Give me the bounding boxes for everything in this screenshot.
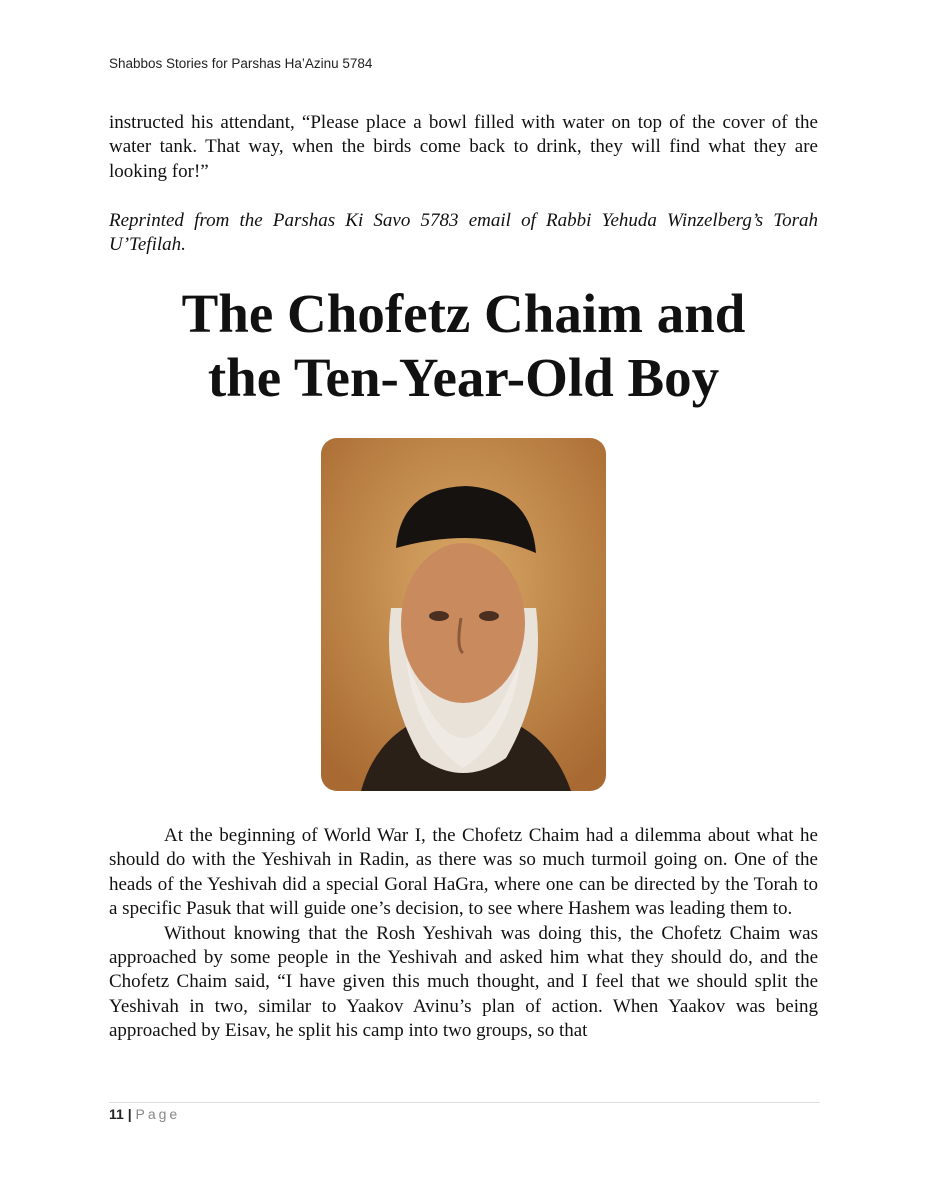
- story-paragraph: Without knowing that the Rosh Yeshivah was doing this, the Chofetz Chaim was approached by some people in the Yeshivah and asked him what they should do, and the Chofetz Chaim said, “I have given this much thought, and I feel that we should split the Yeshivah in two, similar to Yaakov Avinu’s plan of action. When Yaakov was being approached by Eisav, he split his camp into two groups, so that: [109, 922, 818, 1042]
- reprint-credit: Reprinted from the Parshas Ki Savo 5783 email of Rabbi Yehuda Winzelberg’s Torah U’Tefilah.: [109, 210, 818, 256]
- previous-story-ending: instructed his attendant, “Please place a bowl filled with water on top of the cover of the water tank. That way, when the birds come back to drink, they will find what they are looking for!”: [109, 112, 818, 182]
- portrait-image: [321, 438, 606, 791]
- page-footer: [109, 1106, 180, 1122]
- page-number: 11: [109, 1106, 124, 1122]
- story-body: [109, 824, 818, 1044]
- running-header: Shabbos Stories for Parshas Ha’Azinu 5784: [109, 56, 373, 71]
- story-paragraph: At the beginning of World War I, the Chofetz Chaim had a dilemma about what he should do with the Yeshivah in Radin, as there was so much turmoil going on. One of the heads of the Yeshivah did a special Goral HaGra, where one can be directed by the Torah to a specific Pasuk that will guide one’s decision, to see where Hashem was leading them to.: [109, 825, 818, 920]
- story-title-line-1: The Chofetz Chaim and: [181, 283, 746, 344]
- footer-divider: [109, 1102, 820, 1103]
- story-title: [109, 282, 818, 410]
- story-title-line-2: the Ten-Year-Old Boy: [207, 347, 720, 408]
- page-label: Page: [135, 1106, 181, 1122]
- footer-separator: |: [127, 1106, 132, 1122]
